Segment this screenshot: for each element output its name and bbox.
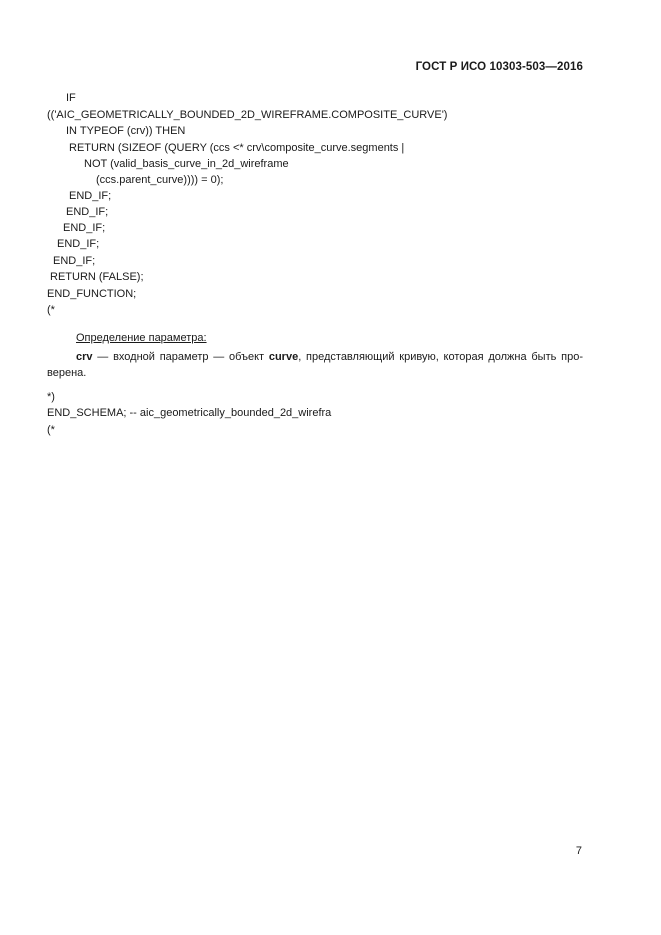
code-line: END_IF; — [66, 206, 109, 218]
code-line: END_FUNCTION; — [47, 288, 137, 300]
code-line: END_IF; — [53, 255, 96, 267]
code-line: (* — [47, 304, 55, 316]
code-line: END_IF; — [57, 238, 100, 250]
code-line: NOT (valid_basis_curve_in_2d_wireframe — [84, 158, 289, 170]
code-line: (ccs.parent_curve)))) = 0); — [96, 174, 224, 186]
comment-close: *) — [47, 391, 55, 403]
code-line: RETURN (FALSE); — [50, 271, 144, 283]
end-schema-line: END_SCHEMA; -- aic_geometrically_bounded_2d_wirefra — [47, 407, 332, 419]
definition-term: crv — [76, 351, 93, 363]
standard-header: ГОСТ Р ИСО 10303-503—2016 — [415, 61, 583, 73]
definition-text: — входной параметр — объект — [92, 351, 269, 363]
code-line: IF — [66, 92, 76, 104]
definition-text-end: , представляющий кривую, которая должна быть про-верена. — [47, 351, 583, 379]
code-line: END_IF; — [63, 222, 106, 234]
code-line: (('AIC_GEOMETRICALLY_BOUNDED_2D_WIREFRAME.COMPOSITE_CURVE') — [47, 109, 448, 121]
definition-term-curve: curve — [268, 351, 299, 363]
code-line: IN TYPEOF (crv)) THEN — [66, 125, 186, 137]
page-number: 7 — [575, 845, 582, 857]
comment-open: (* — [47, 424, 55, 436]
code-line: RETURN (SIZEOF (QUERY (ccs <* crv\composite_curve.segments | — [69, 142, 405, 154]
definition-paragraph — [47, 349, 583, 381]
definition-title: Определение параметра: — [76, 332, 207, 344]
code-line: END_IF; — [69, 190, 112, 202]
